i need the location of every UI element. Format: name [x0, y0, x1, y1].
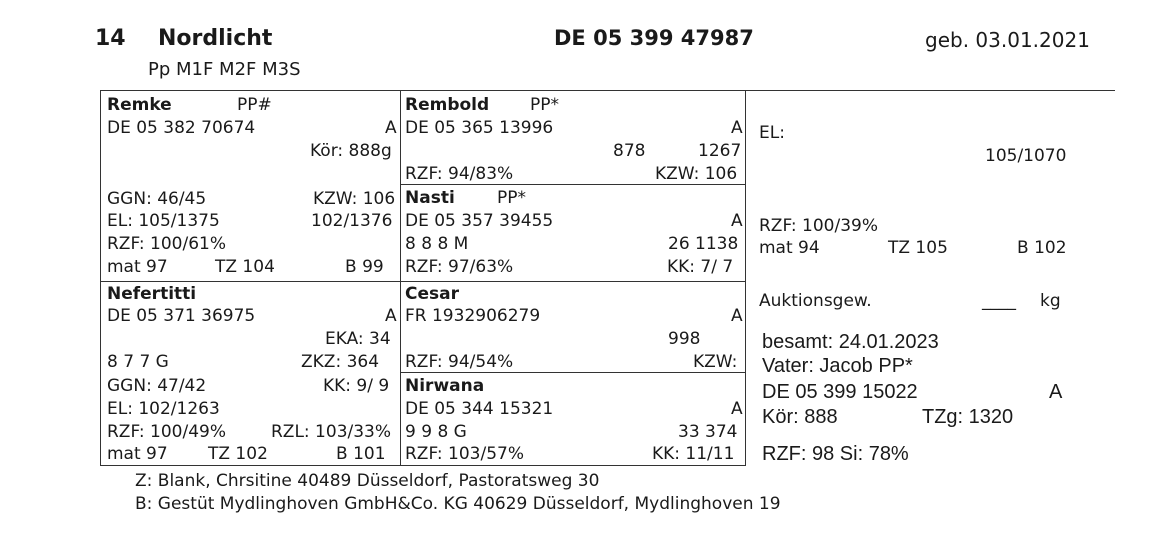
health-status: Pp M1F M2F M3S	[148, 59, 301, 80]
sire-ueln: DE 05 382 70674	[107, 118, 256, 138]
sd-kk: KK: 7/ 7	[667, 257, 734, 277]
sd-values: 26 1138	[668, 234, 739, 254]
owner-line: B: Gestüt Mydlinghoven GmbH&Co. KG 40629 Düsseldorf, Mydlinghoven 19	[135, 494, 781, 514]
animal-ueln: DE 05 399 47987	[554, 26, 754, 50]
dam-eka: EKA: 34	[325, 329, 391, 349]
sire-el: EL: 105/1375	[107, 211, 220, 231]
ss-rzf: RZF: 94/83%	[405, 164, 514, 184]
dam-grade: A	[385, 306, 397, 326]
summary-rzf: RZF: 100/39%	[759, 216, 879, 236]
dd-linear: 9 9 8 G	[405, 422, 467, 442]
sire-koer: Kör: 888g	[310, 141, 392, 161]
dam-el: EL: 102/1263	[107, 399, 220, 419]
sd-name: Nasti	[405, 188, 455, 208]
dam-linear: 8 7 7 G	[107, 352, 169, 372]
el-value: 105/1070	[985, 146, 1067, 166]
dd-kk: KK: 11/11	[652, 444, 735, 464]
lot-number: 14	[95, 26, 126, 51]
ss-grade: A	[731, 118, 743, 138]
ss-v2: 1267	[698, 141, 742, 161]
ss-ueln: DE 05 365 13996	[405, 118, 554, 138]
ds-grade: A	[731, 306, 743, 326]
sire-el2: 102/1376	[311, 211, 393, 231]
ss-name: Rembold	[405, 95, 490, 115]
ds-ueln: FR 1932906279	[405, 306, 541, 326]
sire-b: B 99	[345, 257, 384, 277]
dam-mat: mat 97	[107, 444, 168, 464]
service-sire-rzf: RZF: 98 Si: 78%	[762, 443, 909, 465]
dd-ueln: DE 05 344 15321	[405, 399, 554, 419]
dam-ueln: DE 05 371 36975	[107, 306, 256, 326]
ds-kzw: KZW:	[693, 352, 738, 372]
sire-tag: PP#	[237, 95, 272, 115]
sd-rzf: RZF: 97/63%	[405, 257, 514, 277]
sire-kzw: KZW: 106	[313, 189, 396, 209]
birth-date: geb. 03.01.2021	[925, 28, 1090, 52]
sire-tz: TZ 104	[215, 257, 275, 277]
insemination-date: besamt: 24.01.2023	[762, 331, 939, 353]
sd-linear: 8 8 8 M	[405, 234, 469, 254]
dam-tz: TZ 102	[208, 444, 268, 464]
summary-mat: mat 94	[759, 238, 820, 258]
service-sire-koer: Kör: 888	[762, 406, 838, 428]
ds-name: Cesar	[405, 284, 459, 304]
dam-ggn: GGN: 47/42	[107, 376, 207, 396]
dam-kk: KK: 9/ 9	[323, 376, 390, 396]
ds-value: 998	[668, 329, 701, 349]
sd-grade: A	[731, 211, 743, 231]
sd-tag: PP*	[497, 188, 527, 208]
ss-v1: 878	[613, 141, 646, 161]
auction-weight-blank: ____	[982, 291, 1016, 311]
sire-rzf: RZF: 100/61%	[107, 234, 227, 254]
ds-rzf: RZF: 94/54%	[405, 352, 514, 372]
dam-rzf: RZF: 100/49%	[107, 422, 227, 442]
dam-zkz: ZKZ: 364	[301, 352, 380, 372]
auction-weight-unit: kg	[1040, 291, 1061, 311]
dd-name: Nirwana	[405, 376, 485, 396]
el-label: EL:	[759, 123, 785, 143]
sd-ueln: DE 05 357 39455	[405, 211, 554, 231]
sire-name: Remke	[107, 95, 172, 115]
service-sire-grade: A	[1049, 381, 1063, 403]
service-sire: Vater: Jacob PP*	[762, 355, 913, 377]
dd-rzf: RZF: 103/57%	[405, 444, 525, 464]
service-sire-ueln: DE 05 399 15022	[762, 381, 918, 403]
ss-kzw: KZW: 106	[655, 164, 738, 184]
sire-ggn: GGN: 46/45	[107, 189, 207, 209]
animal-name: Nordlicht	[158, 26, 273, 51]
summary-b: B 102	[1017, 238, 1067, 258]
summary-tz: TZ 105	[888, 238, 948, 258]
ss-tag: PP*	[530, 95, 560, 115]
service-sire-tzg: TZg: 1320	[922, 406, 1014, 428]
breeder-line: Z: Blank, Chrsitine 40489 Düsseldorf, Pastoratsweg 30	[135, 471, 600, 491]
dam-b: B 101	[336, 444, 386, 464]
sire-grade: A	[385, 118, 397, 138]
auction-weight-label: Auktionsgew.	[759, 291, 872, 311]
sire-mat: mat 97	[107, 257, 168, 277]
dd-values: 33 374	[678, 422, 738, 442]
dam-name: Nefertitti	[107, 284, 197, 304]
dd-grade: A	[731, 399, 743, 419]
dam-rzl: RZL: 103/33%	[271, 422, 392, 442]
